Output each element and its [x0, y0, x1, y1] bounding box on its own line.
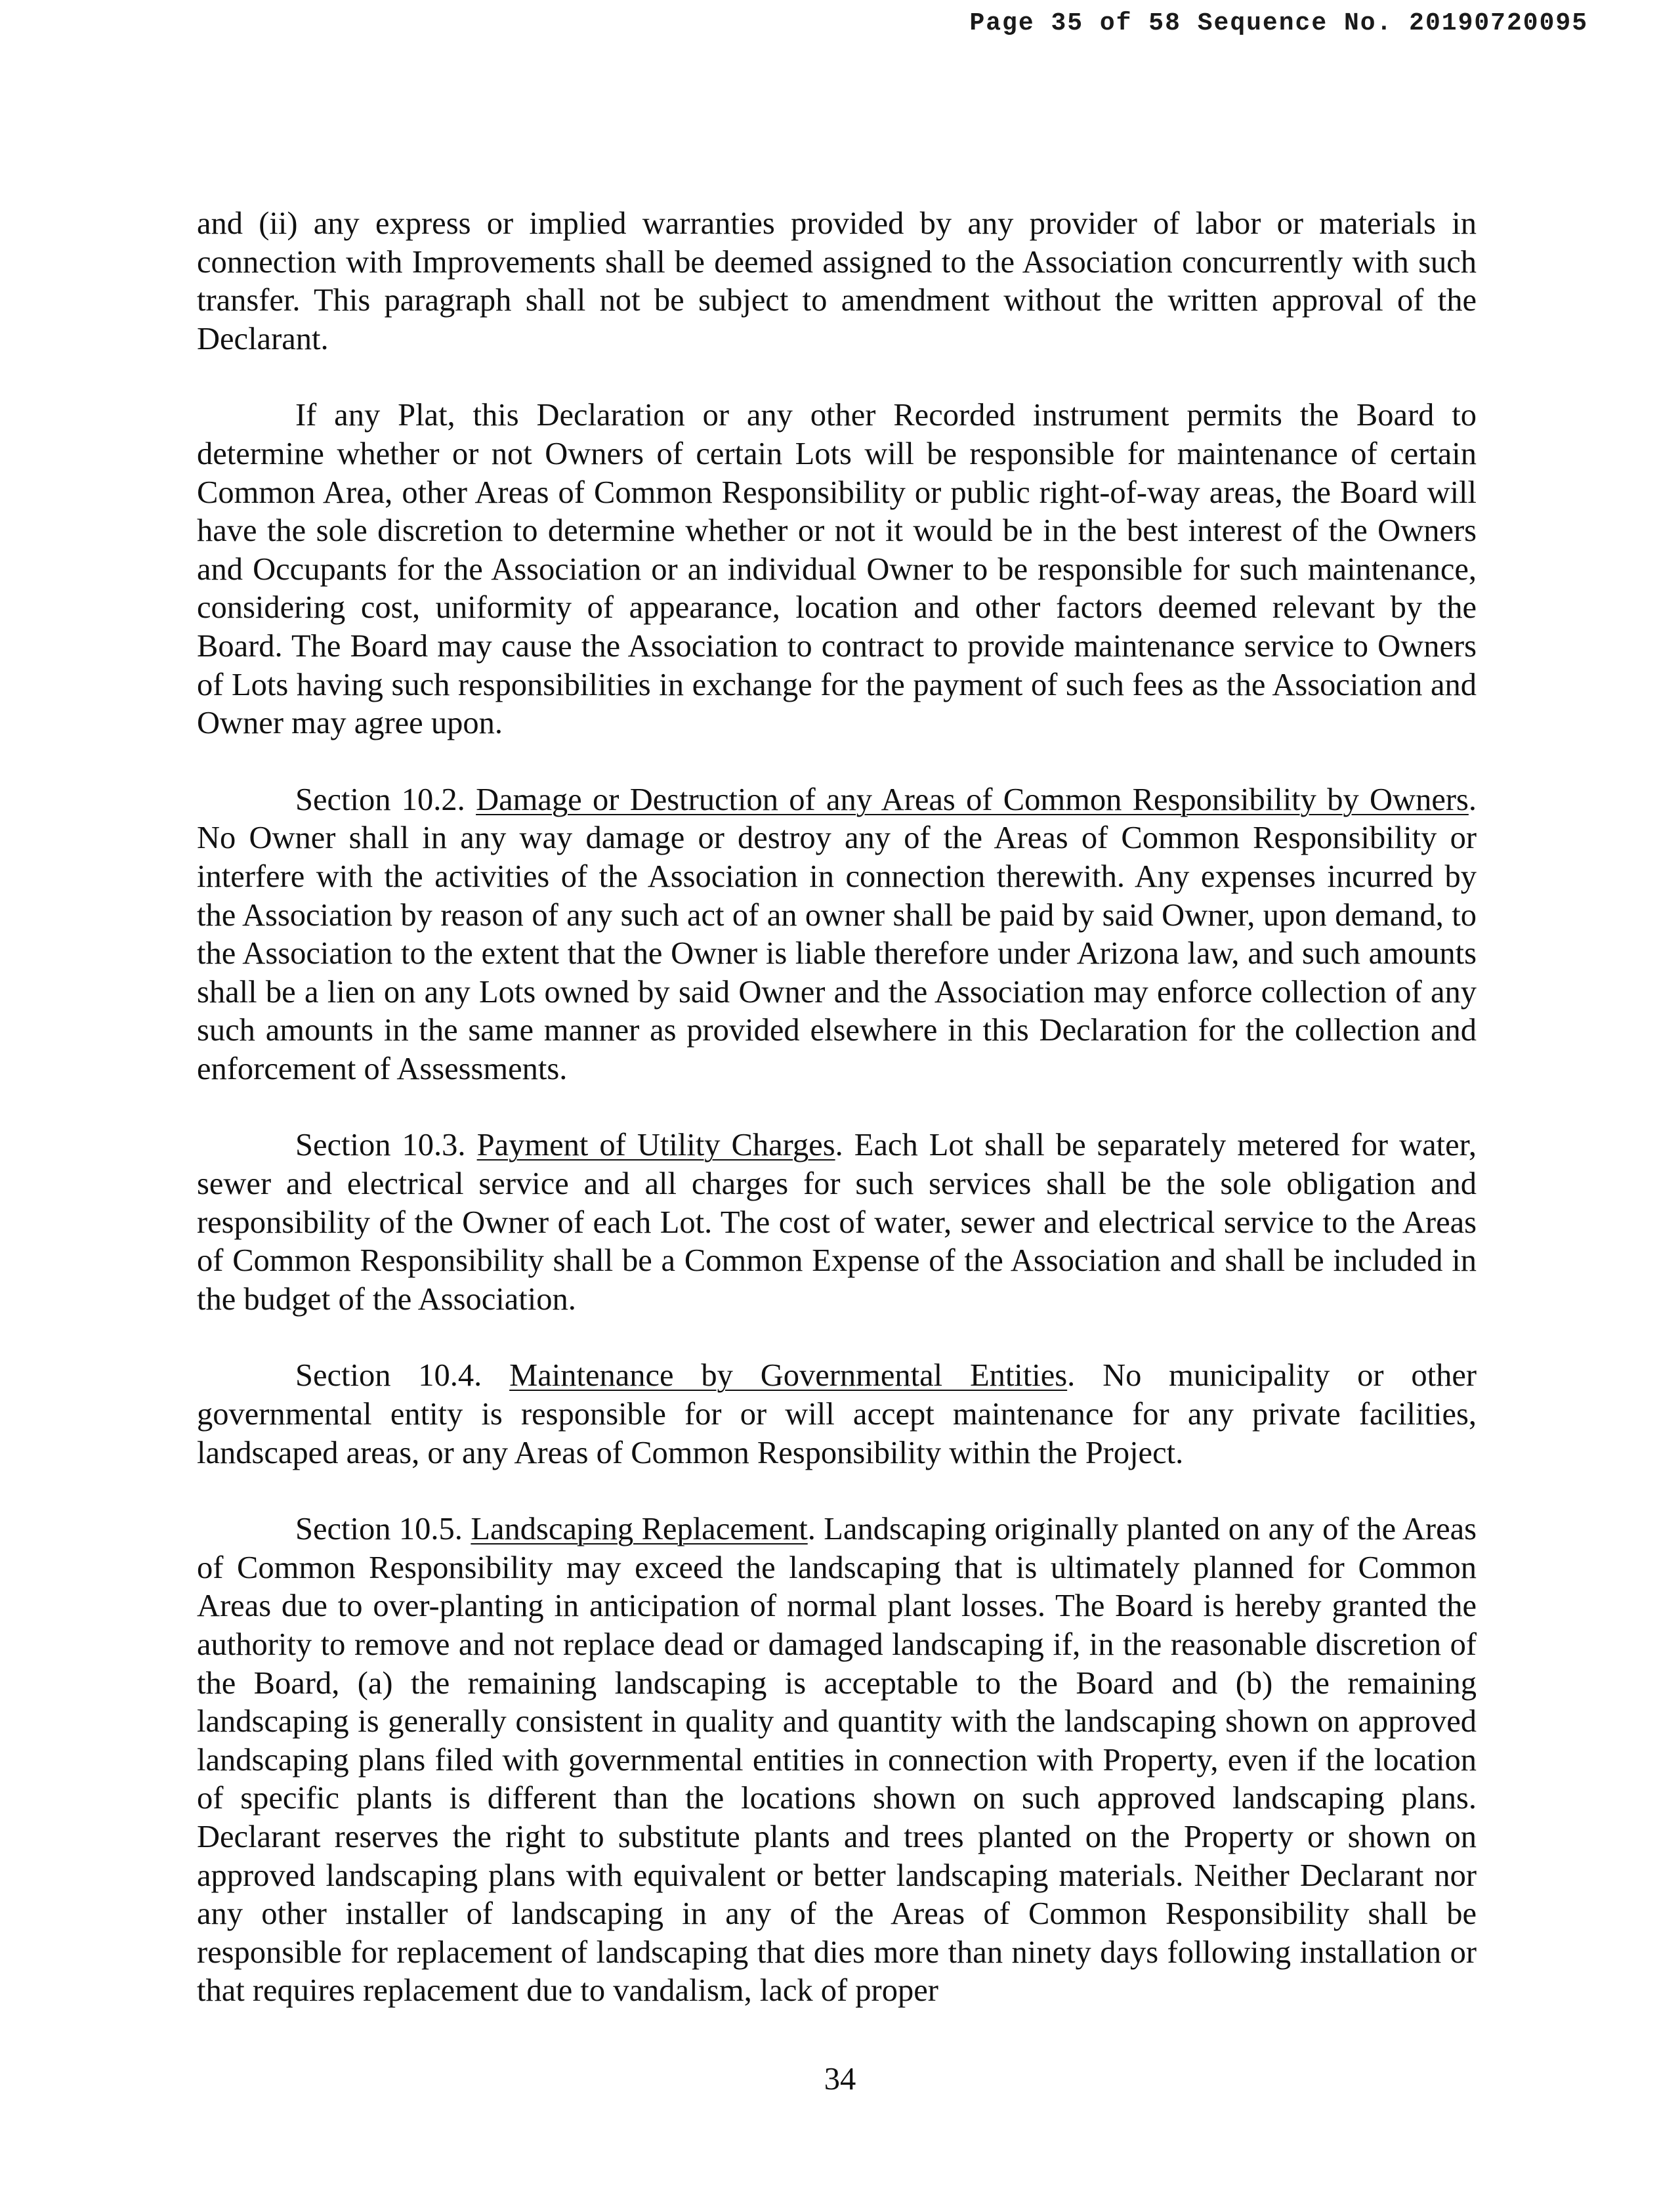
section-number: Section 10.3. — [295, 1128, 466, 1163]
page-sequence-header: Page 35 of 58 Sequence No. 20190720095 — [969, 9, 1588, 37]
section-text: No Owner shall in any way damage or destroy any of the Areas of Common Responsibility or interfere with the activities of the Association in connection therewith. Any expenses incurred by the Association by reason of any such act of an owner shall be paid by said Owner, upon demand, to the Association to the extent that the Owner is liable therefore under Arizona law, and such amounts shall be a lien on any Lots owned by said Owner and the Association may enforce collection of any such amounts in the same manner as provided elsewhere in this Declaration for the collection and enforcement of Assessments. — [197, 820, 1477, 1086]
page-number: 34 — [824, 2062, 856, 2097]
paragraph-plat: If any Plat, this Declaration or any other Recorded instrument permits the Board to determine whether or not Owners of certain Lots will be responsible for maintenance of certain Common Area, other Areas of Common Responsibility or public right-of-way areas, the Board will have the sole discretion to determine whether or not it would be in the best interest of the Owners and Occupants for the Association or an individual Owner to be responsible for such maintenance, considering cost, uniformity of appearance, location and other factors deemed relevant by the Board. The Board may cause the Association to contract to provide maintenance service to Owners of Lots having such responsibilities in exchange for the payment of such fees as the Association and Owner may agree upon. — [197, 398, 1477, 741]
paragraph-continued: and (ii) any express or implied warranties provided by any provider of labor or materials in connection with Improvements shall be deemed assigned to the Association concurrently with such transfer. This paragraph shall not be subject to amendment without the written approval of the Declarant. — [197, 206, 1477, 356]
section-heading: Maintenance by Governmental Entities — [509, 1358, 1068, 1394]
section-heading: Payment of Utility Charges — [476, 1128, 835, 1163]
section-number: Section 10.2. — [295, 782, 465, 817]
section-number: Section 10.4. — [295, 1358, 482, 1394]
section-10-5: Section 10.5. Landscaping Replacement. Landscaping originally planted on any of the Areas of Common Responsibility may exceed the landscaping that is ultimately planned for Common Areas due to over-planting in anticipation of normal plant losses. The Board is hereby granted the authority to remove and not replace dead or damaged landscaping if, in the reasonable discretion of the Board, (a) the remaining landscaping is acceptable to the Board and (b) the remaining landscaping is generally consistent in quality and quantity with the landscaping shown on approved landscaping plans filed with governmental entities in connection with Property, even if the location of specific plants is different than the locations shown on such approved landscaping plans. Declarant reserves the right to substitute plants and trees planted on the Property or shown on approved landscaping plans with equivalent or better landscaping materials. Neither Declarant nor any other installer of landscaping in any of the Areas of Common Responsibility shall be responsible for replacement of landscaping that dies more than ninety days following installation or that requires replacement due to vandalism, lack of proper — [197, 1512, 1477, 2009]
section-text: Landscaping originally planted on any of the Areas of Common Responsibility may exceed the landscaping that is ultimately planned for Common Areas due to over-planting in anticipation of normal plant losses. The Board is hereby granted the authority to remove and not replace dead or damaged landscaping if, in the reasonable discretion of the Board, (a) the remaining landscaping is acceptable to the Board and (b) the remaining landscaping is generally consistent in quality and quantity with the landscaping shown on approved landscaping plans filed with governmental entities in connection with Property, even if the location of specific plants is different than the locations shown on such approved landscaping plans. Declarant reserves the right to substitute plants and trees planted on the Property or shown on approved landscaping plans with equivalent or better landscaping materials. Neither Declarant nor any other installer of landscaping in any of the Areas of Common Responsibility shall be responsible for replacement of landscaping that dies more than ninety days following installation or that requires replacement due to vandalism, lack of proper — [197, 1512, 1477, 2009]
section-text: No municipality or other governmental entity is responsible for or will accept maintenance for any private facilities, landscaped areas, or any Areas of Common Responsibility within the Project. — [197, 1358, 1477, 1470]
section-10-4: Section 10.4. Maintenance by Governmental Entities. No municipality or other governmental entity is responsible for or will accept maintenance for any private facilities, landscaped areas, or any Areas of Common Responsibility within the Project. — [197, 1358, 1477, 1470]
section-text: Each Lot shall be separately metered for water, sewer and electrical service and all charges for such services shall be the sole obligation and responsibility of the Owner of each Lot. The cost of water, sewer and electrical service to the Areas of Common Responsibility shall be a Common Expense of the Association and shall be included in the budget of the Association. — [197, 1128, 1477, 1317]
section-10-2: Section 10.2. Damage or Destruction of any Areas of Common Responsibility by Owners. No Owner shall in any way damage or destroy any of the Areas of Common Responsibility or interfere with the activities of the Association in connection therewith. Any expenses incurred by the Association by reason of any such act of an owner shall be paid by said Owner, upon demand, to the Association to the extent that the Owner is liable therefore under Arizona law, and such amounts shall be a lien on any Lots owned by said Owner and the Association may enforce collection of any such amounts in the same manner as provided elsewhere in this Declaration for the collection and enforcement of Assessments. — [197, 782, 1477, 1086]
section-heading: Landscaping Replacement — [471, 1512, 808, 1547]
section-heading: Damage or Destruction of any Areas of Common Responsibility by Owners — [476, 782, 1469, 817]
section-10-3: Section 10.3. Payment of Utility Charges. Each Lot shall be separately metered for water, sewer and electrical service and all charges for such services shall be the sole obligation and responsibility of the Owner of each Lot. The cost of water, sewer and electrical service to the Areas of Common Responsibility shall be a Common Expense of the Association and shall be included in the budget of the Association. — [197, 1128, 1477, 1317]
section-number: Section 10.5. — [295, 1512, 463, 1547]
document-body — [197, 205, 1477, 2049]
